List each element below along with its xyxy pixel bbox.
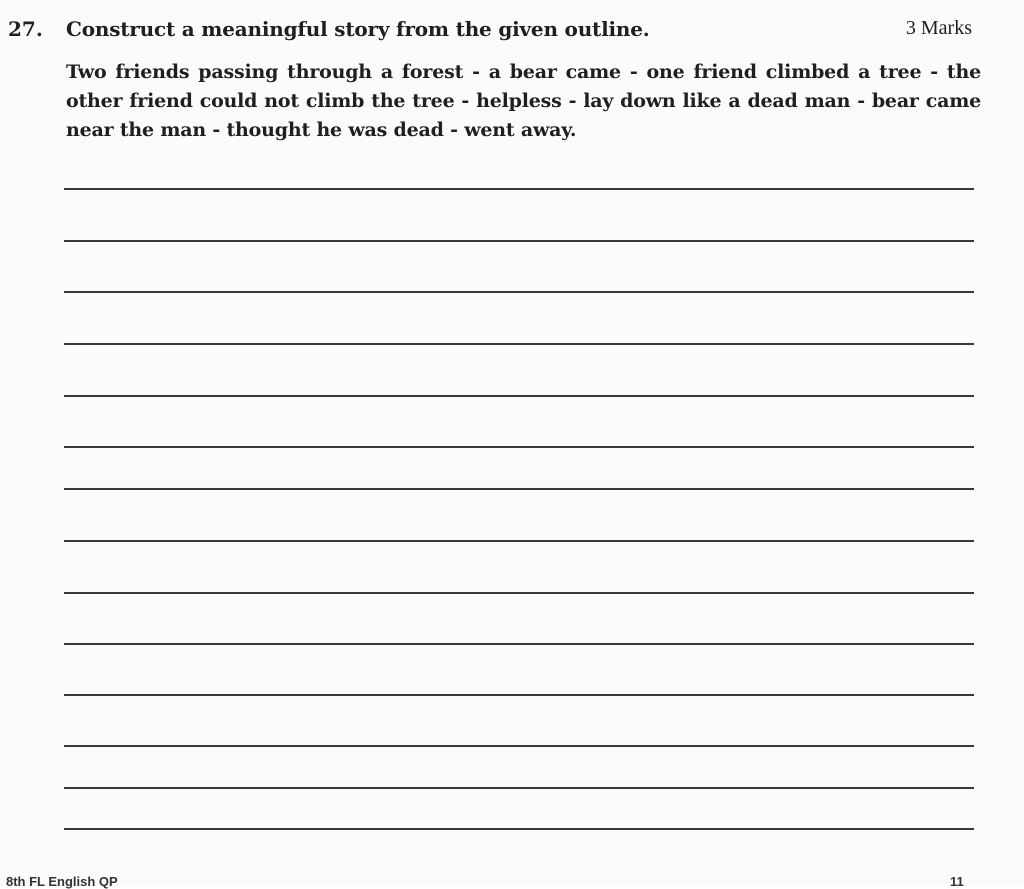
answer-line — [64, 446, 974, 448]
answer-line — [64, 643, 974, 645]
answer-line — [64, 745, 974, 747]
question-title: Construct a meaningful story from the given outline. — [66, 17, 650, 41]
answer-line — [64, 240, 974, 242]
answer-line — [64, 592, 974, 594]
answer-line — [64, 787, 974, 789]
answer-line — [64, 694, 974, 696]
question-marks: 3 Marks — [905, 17, 972, 39]
question-number: 27. — [8, 17, 43, 41]
answer-line — [64, 291, 974, 293]
answer-line — [64, 395, 974, 397]
answer-line — [64, 540, 974, 542]
answer-line — [64, 488, 974, 490]
footer-paper-code: 8th FL English QP — [6, 874, 118, 889]
answer-line — [64, 188, 974, 190]
story-outline: Two friends passing through a forest - a bear came - one friend climbed a tree - the other friend could not climb the tree - helpless - lay down like a dead man - bear came near the man - thought he was dead - went away. — [66, 61, 981, 141]
answer-line — [64, 343, 974, 345]
answer-line — [64, 828, 974, 830]
footer-page-number: 11 — [950, 874, 964, 889]
answer-lines — [64, 0, 974, 886]
